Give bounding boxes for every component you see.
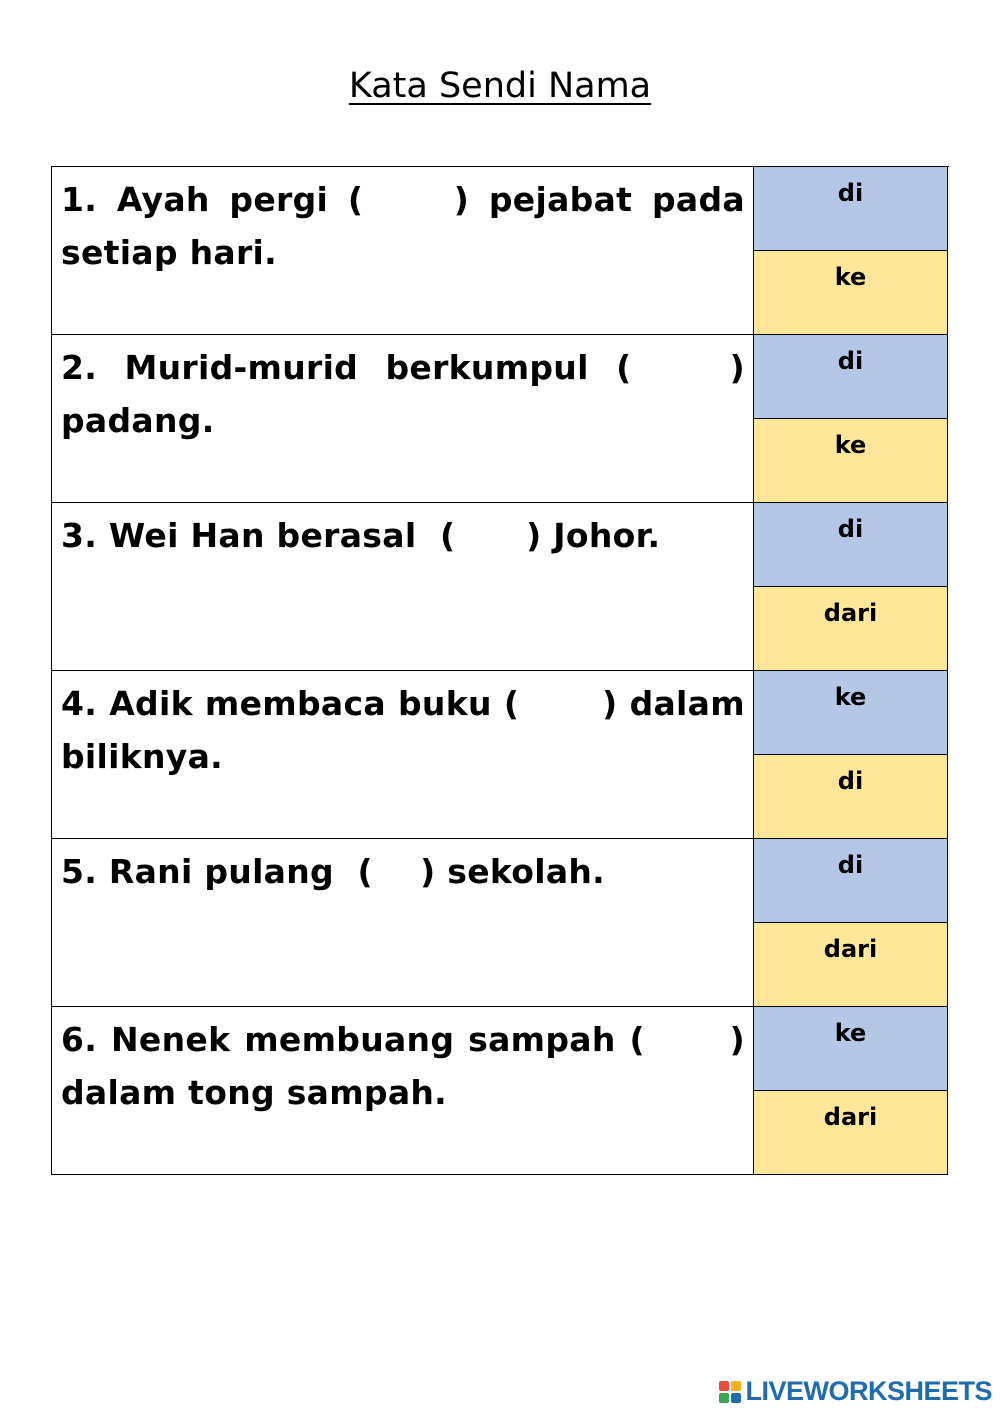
- answer-blank[interactable]: (: [503, 684, 590, 723]
- answer-options: [754, 1007, 948, 1175]
- answer-options: [754, 503, 948, 671]
- option-di[interactable]: di: [754, 167, 948, 251]
- answer-blank[interactable]: (: [629, 1020, 716, 1059]
- question-line: 5. Rani pulang ( ) sekolah.: [61, 852, 606, 891]
- answer-blank[interactable]: (: [347, 180, 434, 219]
- option-dari[interactable]: dari: [754, 1091, 948, 1175]
- answer-options: [754, 839, 948, 1007]
- option-di[interactable]: di: [754, 839, 948, 923]
- page-title: Kata Sendi Nama: [348, 66, 652, 106]
- option-dari[interactable]: dari: [754, 923, 948, 1007]
- question-row: [52, 1007, 949, 1175]
- question-line: setiap hari.: [61, 233, 277, 272]
- option-dari[interactable]: dari: [754, 587, 948, 671]
- question-line: 6. Nenek membuang sampah ( ): [61, 1013, 745, 1066]
- question-text: [52, 1007, 754, 1175]
- question-row: [52, 839, 949, 1007]
- question-text: [52, 335, 754, 503]
- question-row: [52, 335, 949, 503]
- option-ke[interactable]: ke: [754, 1007, 948, 1091]
- option-di[interactable]: di: [754, 503, 948, 587]
- question-line: 4. Adik membaca buku ( ) dalam: [61, 677, 745, 730]
- answer-options: [754, 671, 948, 839]
- answer-options: [754, 335, 948, 503]
- question-line: biliknya.: [61, 737, 224, 776]
- question-text: [52, 503, 754, 671]
- option-ke[interactable]: ke: [754, 419, 948, 503]
- answer-options: [754, 167, 948, 335]
- brand-name: LIVEWORKSHEETS: [745, 1376, 992, 1406]
- option-ke[interactable]: ke: [754, 251, 948, 335]
- option-di[interactable]: di: [754, 335, 948, 419]
- question-table: [51, 166, 949, 1175]
- question-line: 2. Murid-murid berkumpul ( ): [61, 341, 745, 394]
- question-row: [52, 671, 949, 839]
- brand-footer: [719, 1376, 992, 1407]
- question-text: [52, 167, 754, 335]
- option-di[interactable]: di: [754, 755, 948, 839]
- question-text: [52, 839, 754, 1007]
- question-line: 1. Ayah pergi ( ) pejabat pada: [61, 173, 745, 226]
- question-row: [52, 167, 949, 335]
- liveworksheets-logo-icon: [719, 1381, 741, 1403]
- answer-blank[interactable]: (: [616, 348, 703, 387]
- option-ke[interactable]: ke: [754, 671, 948, 755]
- question-text: [52, 671, 754, 839]
- question-line: 3. Wei Han berasal ( ) Johor.: [61, 516, 661, 555]
- question-row: [52, 503, 949, 671]
- question-line: dalam tong sampah.: [61, 1073, 448, 1112]
- question-line: padang.: [61, 401, 215, 440]
